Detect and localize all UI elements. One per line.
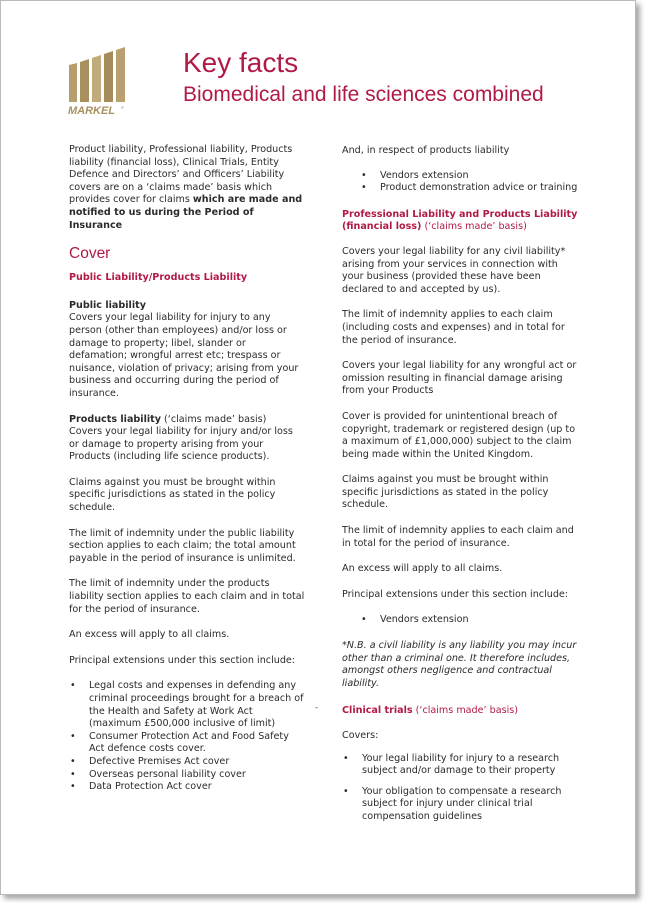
professional-text-5: Claims against you must be brought within specific jurisdictions as stated in the policy schedule.	[342, 474, 549, 511]
right-column	[342, 145, 579, 837]
list-item: • Your legal liability for injury to a research subject and/or damage to their property	[342, 753, 579, 778]
public-liability-title: Public liability	[69, 299, 146, 311]
clinical-trials-heading	[342, 705, 579, 718]
products-extensions-list	[342, 170, 579, 195]
excess-text: An excess will apply to all claims.	[69, 629, 230, 641]
clinical-trials-title: Clinical trials	[342, 705, 413, 717]
products-liability-heading	[69, 414, 305, 427]
extensions-list	[69, 680, 305, 793]
clinical-trials-note: (‘claims made’ basis)	[412, 705, 519, 717]
list-item: • Your obligation to compensate a research subject for injury under clinical trial compensation guidelines	[342, 786, 579, 824]
products-liability-text: Covers your legal liability for injury and/or loss or damage to property arising from your Products (including life science products).	[69, 426, 293, 463]
products-liability-note: (‘claims made’ basis)	[161, 413, 267, 425]
page-title: Key facts	[183, 47, 299, 78]
limit-public-text: The limit of indemnity under the public liability section applies to each claim; the total amount payable in the period of insurance is unlimited.	[69, 527, 296, 564]
list-item: • Product demonstration advice or training	[342, 182, 579, 195]
intro-text: Product liability, Professional liability, Products liability (financial loss), Clinical Trials, Entity Defence and Directors’ and Officers’ Liability covers are on a ‘claims made’ basis which provides cover for claims	[69, 144, 293, 206]
list-item: • Defective Premises Act cover	[69, 756, 305, 769]
products-extensions-intro: And, in respect of products liability	[342, 145, 510, 156]
extensions-intro: Principal extensions under this section include:	[342, 588, 569, 600]
civil-liability-note: *N.B. a civil liability is any liability you may incur other than a criminal one. It therefore includes, amongst others negligence and contractual liability.	[342, 640, 577, 689]
logo-wordmark: MARKEL	[68, 105, 116, 117]
list-item: • Vendors extension	[342, 614, 579, 627]
list-item: • Data Protection Act cover	[69, 781, 305, 794]
left-column	[69, 144, 305, 807]
professional-text-1: Covers your legal liability for any civil liability* arising from your services in connection with your business (provided these have been declared to and accepted by us).	[342, 245, 566, 295]
professional-text-4: Cover is provided for unintentional breach of copyright, trademark or registered design (up to a maximum of £1,000,000) subject to the claim being made within the United Kingdom.	[342, 410, 576, 460]
list-item: • Vendors extension	[342, 170, 579, 183]
products-liability-title: Products liability	[69, 413, 161, 425]
extensions-intro: Principal extensions under this section include:	[69, 654, 296, 666]
professional-liability-note: (‘claims made’ basis)	[421, 221, 527, 233]
intro-paragraph	[69, 144, 305, 232]
extensions-list	[342, 614, 579, 627]
professional-text-6: The limit of indemnity applies to each claim and in total for the period of insurance.	[342, 525, 574, 549]
list-item: • Overseas personal liability cover	[69, 769, 305, 782]
professional-liability-title: Professional Liability and Products Liability (financial loss)	[342, 208, 578, 233]
clinical-trials-list	[342, 753, 579, 824]
covers-label: Covers:	[342, 730, 379, 741]
claims-jurisdiction-text: Claims against you must be brought within specific jurisdictions as stated in the policy schedule.	[69, 476, 276, 514]
professional-text-3: Covers your legal liability for any wrongful act or omission resulting in financial damage arising from your Products	[342, 360, 577, 397]
list-item: • Consumer Protection Act and Food Safety Act defence costs cover.	[69, 731, 305, 756]
page-subtitle: Biomedical and life sciences combined	[183, 83, 544, 106]
limit-products-text: The limit of indemnity under the products liability section applies to each claim and in total for the period of insurance.	[69, 578, 305, 615]
public-liability-text: Covers your legal liability for injury to any person (other than employees) and/or loss or damage to property; libel, slander or defamation; wrongful arrest etc; trespass or nuisance, violation of privacy; arising from your business and occurring during the period of insurance.	[69, 312, 299, 399]
section-heading-public-products: Public Liability/Products Liability	[69, 272, 248, 284]
cover-heading: Cover	[69, 245, 111, 263]
excess-text: An excess will apply to all claims.	[342, 563, 503, 575]
markel-logo	[67, 43, 129, 117]
professional-text-2: The limit of indemnity applies to each claim (including costs and expenses) and in total for the period of insurance.	[342, 309, 565, 346]
professional-liability-heading	[342, 209, 579, 234]
divider-mark: -	[315, 703, 319, 713]
list-item: • Legal costs and expenses in defending any criminal proceedings brought for a breach of the Health and Safety at Work Act (maximum £500,000 inclusive of limit)	[69, 680, 305, 730]
intro-bold-text: which are made and notified to us during the Period of Insurance	[69, 194, 303, 231]
logo-registered-mark: ®	[121, 105, 124, 110]
